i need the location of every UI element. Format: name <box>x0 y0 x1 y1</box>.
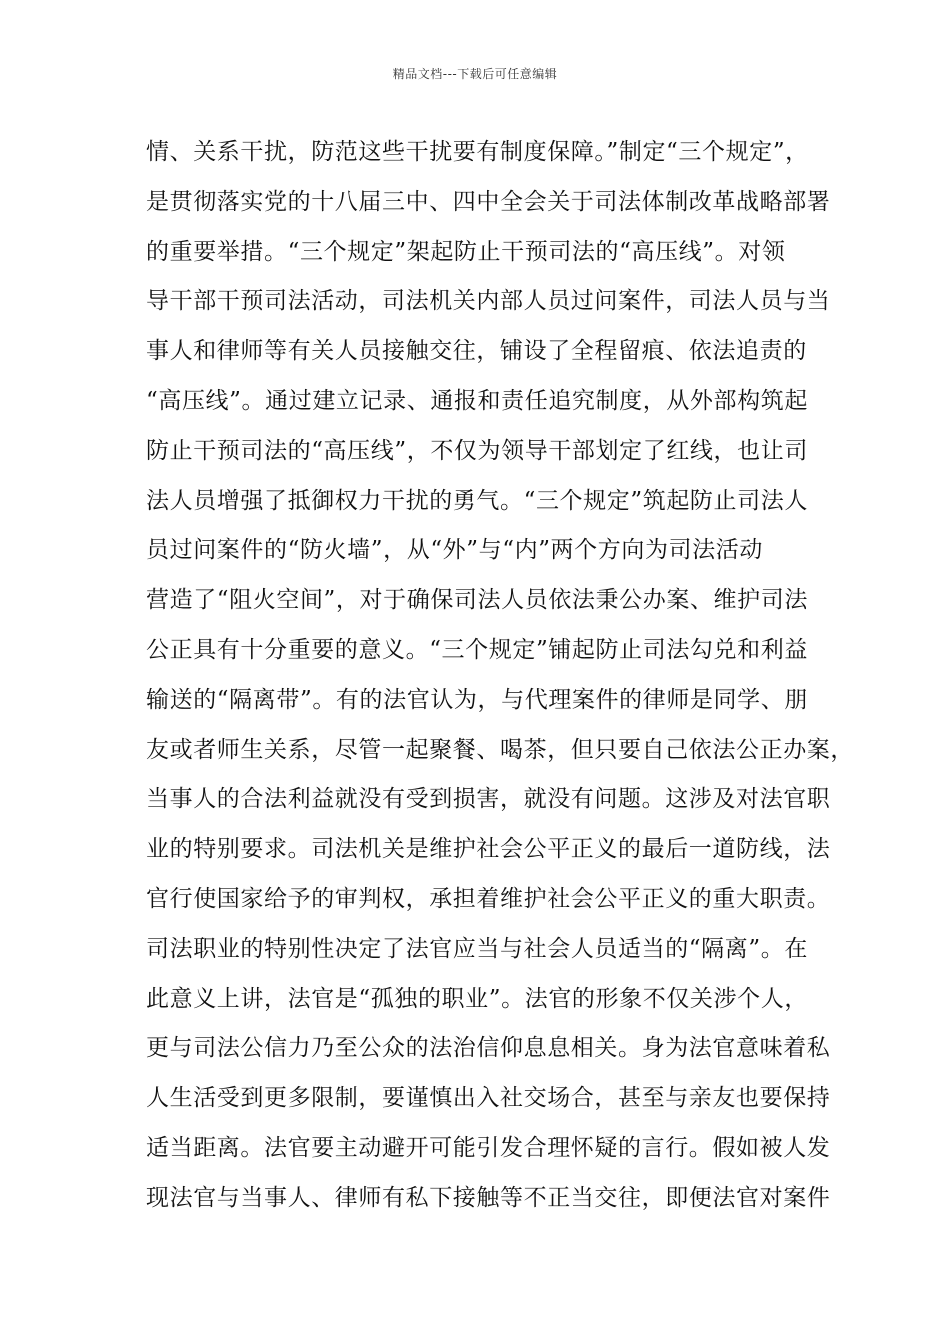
text-line: 现法官与当事人、律师有私下接触等不正当交往，即便法官对案件 <box>146 1184 831 1211</box>
page-header: 精品文档---下载后可任意编辑 <box>392 67 558 81</box>
text-line: 更与司法公信力乃至公众的法治信仰息息相关。身为法官意味着私 <box>146 1035 831 1062</box>
text-line: 事人和律师等有关人员接触交往，铺设了全程留痕、依法追责的 <box>146 338 807 365</box>
text-line: 导干部干预司法活动，司法机关内部人员过问案件，司法人员与当 <box>146 288 831 315</box>
text-line: 业的特别要求。司法机关是维护社会公平正义的最后一道防线，法 <box>146 836 831 863</box>
text-line: 此意义上讲，法官是“孤独的职业”。法官的形象不仅关涉个人， <box>146 985 808 1012</box>
text-line: 是贯彻落实党的十八届三中、四中全会关于司法体制改革战略部署 <box>146 188 831 215</box>
text-line: 人生活受到更多限制，要谨慎出入社交场合，甚至与亲友也要保持 <box>146 1085 831 1112</box>
text-line: 营造了“阻火空间”，对于确保司法人员依法秉公办案、维护司法 <box>146 587 808 614</box>
text-line: 员过问案件的“防火墙”，从“外”与“内”两个方向为司法活动 <box>146 537 763 564</box>
text-line: 法人员增强了抵御权力干扰的勇气。“三个规定”筑起防止司法人 <box>146 487 808 514</box>
text-line: 友或者师生关系，尽管一起聚餐、喝茶，但只要自己依法公正办案， <box>146 736 854 763</box>
text-line: 情、关系干扰，防范这些干扰要有制度保障。”制定“三个规定”， <box>146 139 809 165</box>
body-text <box>146 128 854 1224</box>
text-line: 的重要举措。“三个规定”架起防止干预司法的“高压线”。对领 <box>146 238 786 265</box>
text-line: 防止干预司法的“高压线”，不仅为领导干部划定了红线，也让司 <box>146 437 808 464</box>
text-line: 适当距离。法官要主动避开可能引发合理怀疑的言行。假如被人发 <box>146 1134 831 1161</box>
text-line: 公正具有十分重要的意义。“三个规定”铺起防止司法勾兑和利益 <box>146 636 808 663</box>
text-line: “高压线”。通过建立记录、通报和责任追究制度，从外部构筑起 <box>146 387 808 414</box>
text-line: 司法职业的特别性决定了法官应当与社会人员适当的“隔离”。在 <box>146 935 808 962</box>
text-line: 输送的“隔离带”。有的法官认为，与代理案件的律师是同学、朋 <box>146 686 808 713</box>
text-line: 官行使国家给予的审判权，承担着维护社会公平正义的重大职责。 <box>146 885 831 912</box>
text-line: 当事人的合法利益就没有受到损害，就没有问题。这涉及对法官职 <box>146 786 831 813</box>
